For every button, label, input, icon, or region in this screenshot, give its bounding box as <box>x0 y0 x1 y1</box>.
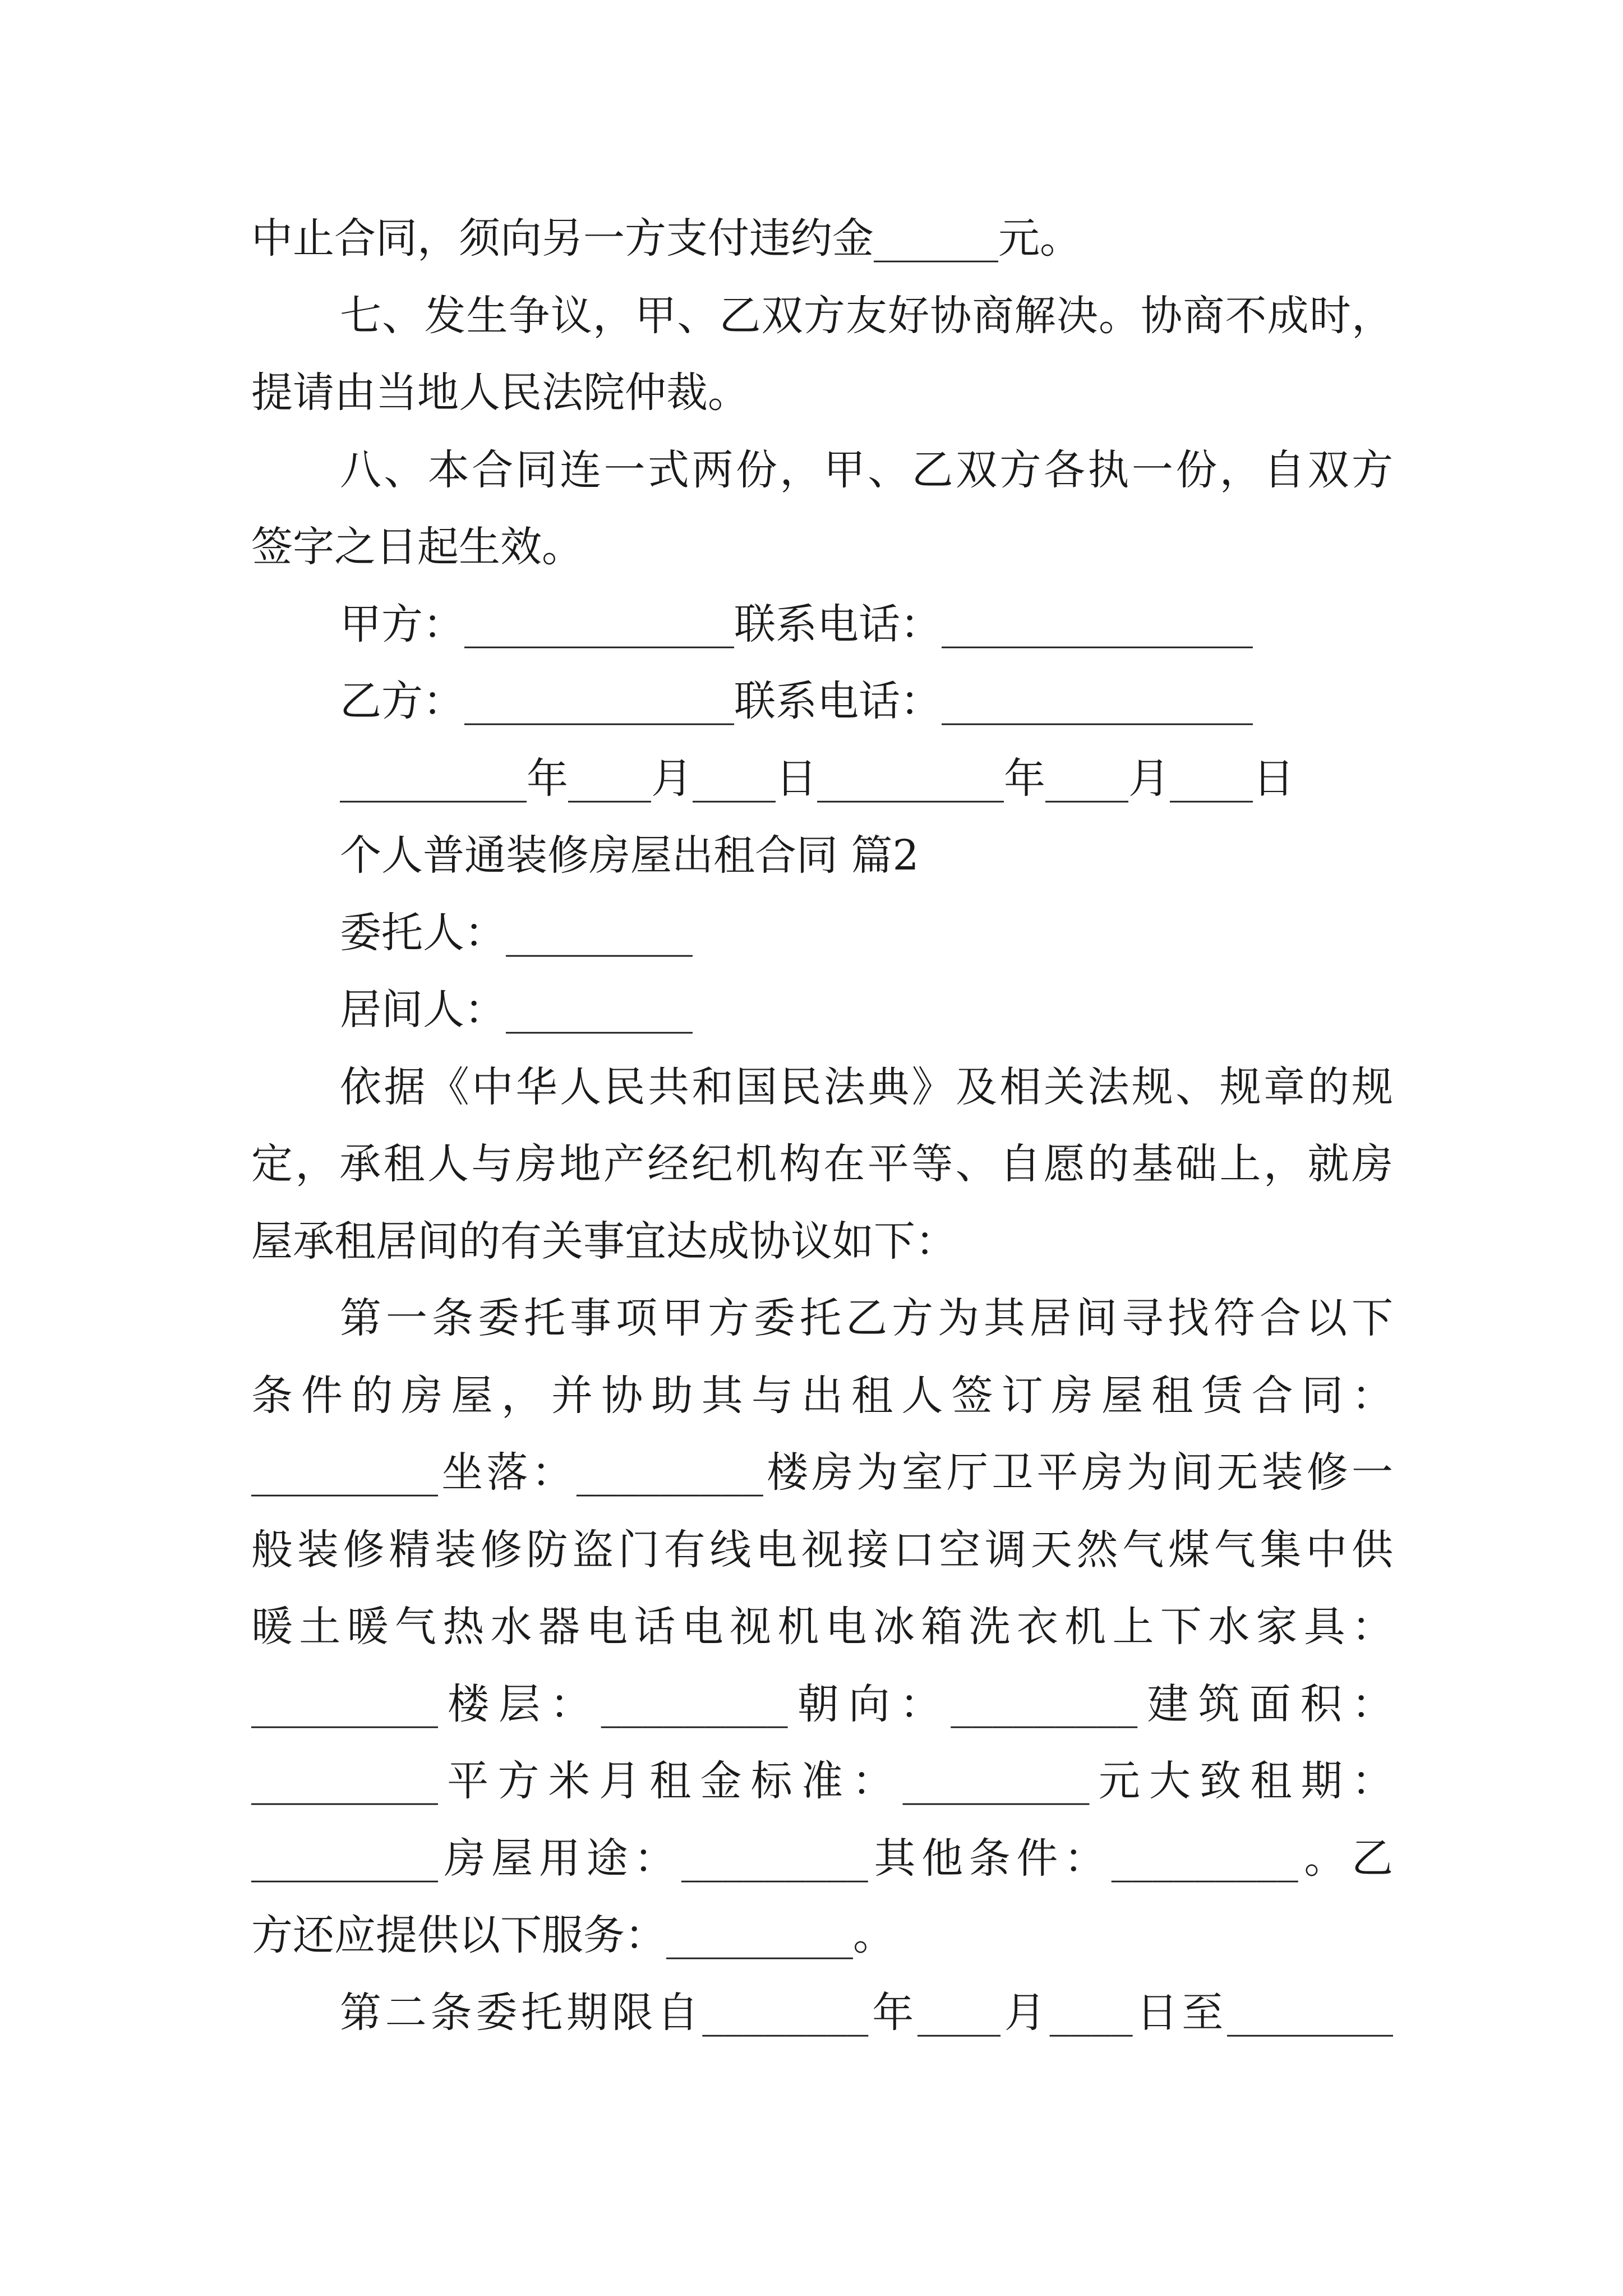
text-line: 第一条委托事项甲方委托乙方为其居间寻找符合以下 <box>340 1294 1393 1342</box>
text-line: 暖土暖气热水器电话电视机电冰箱洗衣机上下水家具： <box>251 1603 1393 1651</box>
text-line: 依据《中华人民共和国民法典》及相关法规、规章的规 <box>340 1063 1393 1111</box>
text-line: _________楼层：_________朝向：_________建筑面积： <box>251 1680 1393 1728</box>
text-line: 般装修精装修防盗门有线电视接口空调天然气煤气集中供 <box>251 1526 1393 1574</box>
text-line: 提请由当地人民法院仲裁。 <box>251 369 749 417</box>
text-line: 屋承租居间的有关事宜达成协议如下： <box>251 1217 957 1266</box>
text-line: 第二条委托期限自________年____月____日至________ <box>340 1989 1393 2037</box>
text-line: _________房屋用途：_________其他条件：_________。乙 <box>251 1834 1393 1883</box>
text-line: 八、本合同连一式两份，甲、乙双方各执一份，自双方 <box>340 446 1393 494</box>
text-line: 方还应提供以下服务：_________。 <box>251 1911 895 1959</box>
text-line: 居间人：_________ <box>340 986 693 1034</box>
text-line: 条件的房屋，并协助其与出租人签订房屋租赁合同： <box>251 1372 1393 1420</box>
text-line: 七、发生争议，甲、乙双方友好协商解决。协商不成时， <box>340 292 1393 340</box>
date-line: _________年____月____日_________年____月____日 <box>340 754 1294 803</box>
text-line: 签字之日起生效。 <box>251 523 583 571</box>
text-line: _________坐落：_________楼房为室厅卫平房为间无装修一 <box>251 1448 1393 1497</box>
text-line: _________平方米月租金标准：_________元大致租期： <box>251 1757 1393 1805</box>
text-line: 定，承租人与房地产经纪机构在平等、自愿的基础上，就房 <box>251 1140 1393 1188</box>
section-title: 个人普通装修房屋出租合同 篇2 <box>340 831 919 880</box>
text-line: 委托人：_________ <box>340 909 693 957</box>
text-line: 中止合同，须向另一方支付违约金______元。 <box>251 214 1081 263</box>
signature-line-party-a: 甲方：_____________联系电话：_______________ <box>340 600 1253 648</box>
signature-line-party-b: 乙方：_____________联系电话：_______________ <box>340 677 1253 725</box>
